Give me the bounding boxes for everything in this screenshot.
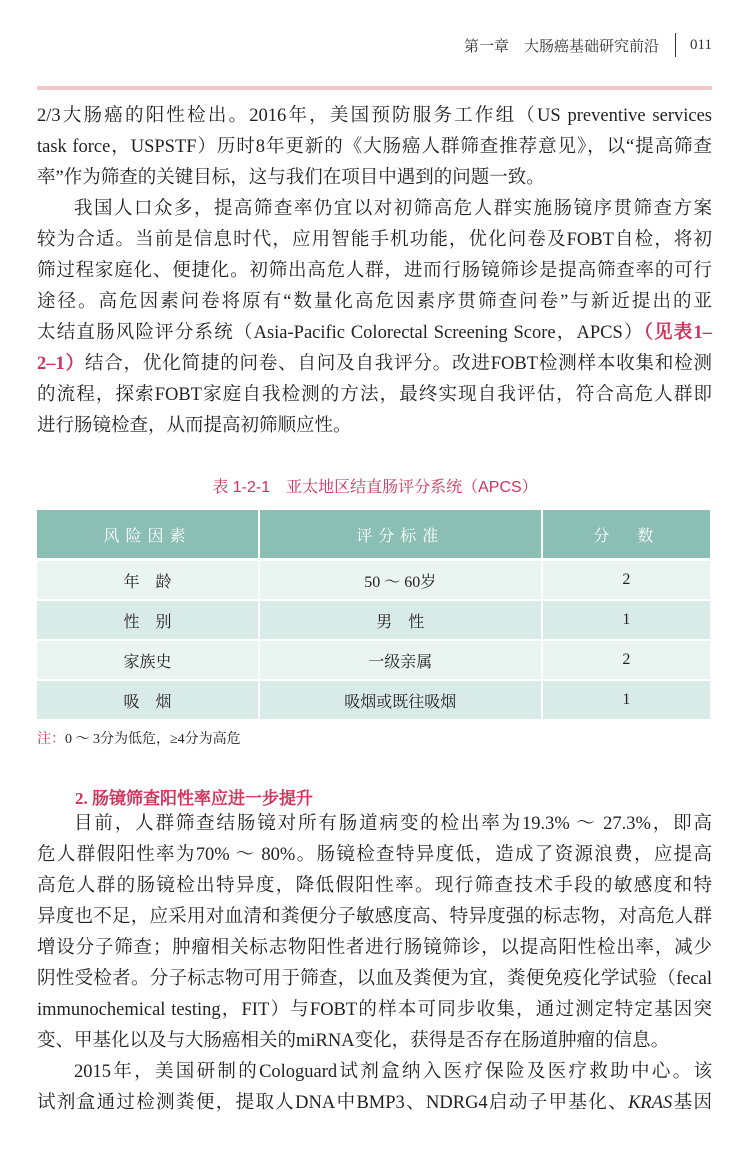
table-reference-link[interactable]: 2–1） [37,354,85,374]
cell: 吸烟或既往吸烟 [259,680,542,720]
column-header: 分 数 [542,510,710,560]
header-divider [675,33,676,57]
paragraph-line: 途径。高危因素问卷将原有“数量化高危因素序贯筛查问卷”与新近提出的亚 [37,292,712,312]
paragraph-line: 较为合适。当前是信息时代，应用智能手机功能，优化问卷及FOBT自检，将初 [37,230,712,250]
paragraph-line: task force，USPSTF）历时8年更新的《大肠癌人群筛查推荐意见》，以“提高筛查 [37,137,712,157]
paragraph-line: 变、甲基化以及与大肠癌相关的miRNA变化，获得是否存在肠道肿瘤的信息。 [37,1031,670,1051]
cell: 男 性 [259,600,542,640]
paragraph-line: 进行肠镜检查，从而提高初筛顺应性。 [37,416,352,436]
paragraph-line: 目前，人群筛查结肠镜对所有肠道病变的检出率为19.3% ～ 27.3%，即高 [74,814,712,834]
paragraph-line [37,321,712,345]
header-rule [37,86,712,90]
paragraph-line [37,1091,712,1115]
paragraph-line: 阴性受检者。分子标志物可用于筛查，以血及粪便为宜，粪便免疫化学试验（fecal [37,969,712,989]
cell: 1 [542,600,710,640]
column-header: 评分标准 [259,510,542,560]
column-header: 风险因素 [37,510,259,560]
paragraph-line [37,352,712,376]
cell: 性 别 [37,600,259,640]
line-text: 试剂盒通过检测粪便，提取人DNA中BMP3、NDRG4启动子甲基化、 [37,1093,629,1113]
cell: 家族史 [37,640,259,680]
table-row [37,640,710,680]
section-heading: 2. 肠镜筛查阳性率应进一步提升 [75,789,313,808]
chapter-title: 第一章 大肠癌基础研究前沿 [464,38,660,55]
cell: 50 ～ 60岁 [259,560,542,601]
cell: 2 [542,640,710,680]
cell: 2 [542,560,710,601]
note-label: 注： [37,732,65,747]
paragraph-line: 我国人口众多，提高筛查率仍宜以对初筛高危人群实施肠镜序贯筛查方案 [74,199,712,219]
cell: 1 [542,680,710,720]
cell: 一级亲属 [259,640,542,680]
paragraph-line: 增设分子筛查；肿瘤相关标志物阳性者进行肠镜筛诊，以提高阳性检出率，减少 [37,938,712,958]
table-note [37,728,241,748]
line-text: 基因 [672,1093,712,1113]
running-header [464,32,712,58]
paragraph-line: 的流程，探索FOBT家庭自我检测的方法，最终实现自我评估，符合高危人群即 [37,385,712,405]
table-row [37,560,710,601]
paragraph-line: 率”作为筛查的关键目标，这与我们在项目中遇到的问题一致。 [37,168,545,188]
paragraph-line: 2/3大肠癌的阳性检出。2016年，美国预防服务工作组（US preventive services [37,106,712,126]
line-text: 结合，优化简捷的问卷、自问及自我评分。改进FOBT检测样本收集和检测 [84,354,712,374]
paragraph-line: 危人群假阳性率为70% ～ 80%。肠镜检查特异度低，造成了资源浪费，应提高 [37,845,712,865]
cell: 年 龄 [37,560,259,601]
cell: 吸 烟 [37,680,259,720]
line-text: 太结直肠风险评分系统（Asia-Pacific Colorectal Screening Score，APCS） [37,323,644,343]
table-reference-link[interactable]: （见表1– [643,323,712,343]
table-row [37,680,710,720]
table-row [37,600,710,640]
paragraph-line: 2015年，美国研制的Cologuard试剂盒纳入医疗保险及医疗救助中心。该 [74,1062,712,1082]
paragraph-line: 高危人群的肠镜检出特异度，降低假阳性率。现行筛查技术手段的敏感度和特 [37,876,712,896]
gene-name: KRAS [628,1093,673,1113]
table-title: 表 1-2-1 亚太地区结直肠评分系统（APCS） [212,479,538,496]
apcs-table [37,510,710,721]
paragraph-line: immunochemical testing，FIT）与FOBT的样本可同步收集，通过测定特定基因突 [37,1000,712,1020]
paragraph-line: 筛过程家庭化、便捷化。初筛出高危人群，进而行肠镜筛诊是提高筛查率的可行 [37,261,712,281]
paragraph-line: 异度也不足，应采用对血清和粪便分子敏感度高、特异度强的标志物，对高危人群 [37,907,712,927]
page-number: 011 [690,36,712,53]
note-text: 0 ～ 3分为低危，≥4分为高危 [65,732,241,747]
